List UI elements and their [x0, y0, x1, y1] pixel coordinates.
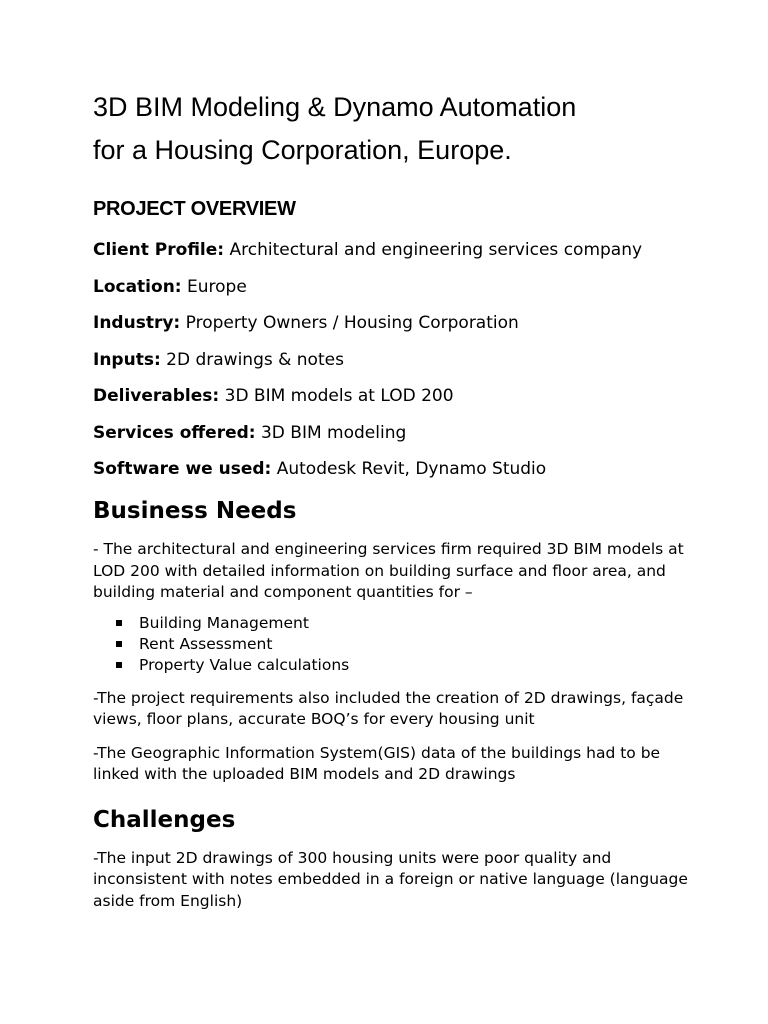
challenges-heading: Challenges	[93, 806, 236, 833]
field-label: Location:	[93, 276, 182, 297]
business-needs-list	[93, 613, 693, 676]
field-industry	[93, 311, 693, 335]
challenges-paragraph-1: -The input 2D drawings of 300 housing units were poor quality and inconsistent with notes embedded in a foreign or native language (language aside from English)	[93, 848, 688, 910]
business-needs-paragraph-2: -The project requirements also included the creation of 2D drawings, façade views, floor plans, accurate BOQ’s for every housing unit	[93, 688, 684, 728]
field-value: Autodesk Revit, Dynamo Studio	[271, 459, 547, 479]
field-inputs	[93, 348, 693, 372]
list-item-text: Building Management	[139, 613, 309, 632]
square-bullet-icon	[116, 641, 122, 647]
field-label: Industry:	[93, 313, 181, 333]
field-value: Europe	[181, 276, 247, 297]
field-software-used	[93, 457, 693, 481]
business-needs-paragraph-3: -The Geographic Information System(GIS) data of the buildings had to be linked with the uploaded BIM models and 2D drawings	[93, 743, 661, 783]
project-overview-heading: PROJECT OVERVIEW	[93, 198, 296, 220]
business-needs-heading: Business Needs	[93, 498, 297, 524]
square-bullet-icon	[116, 662, 122, 668]
document-title	[93, 86, 693, 172]
field-value: 3D BIM models at LOD 200	[219, 386, 454, 406]
document-content	[93, 86, 693, 912]
list-item	[93, 613, 693, 634]
field-value: Property Owners / Housing Corporation	[180, 313, 519, 333]
square-bullet-icon	[116, 620, 122, 626]
field-label: Inputs:	[93, 349, 161, 370]
field-value: Architectural and engineering services company	[224, 240, 643, 260]
list-item	[93, 634, 693, 655]
list-item-text: Property Value calculations	[139, 655, 350, 674]
field-label: Software we used:	[93, 459, 272, 479]
business-needs-intro: - The architectural and engineering services firm required 3D BIM models at LOD 200 with detailed information on building surface and floor area, and building material and component quantities for –	[93, 540, 684, 601]
title-line-1: 3D BIM Modeling & Dynamo Automation	[93, 92, 577, 122]
field-label: Deliverables:	[93, 386, 220, 406]
field-location	[93, 275, 693, 299]
field-deliverables	[93, 384, 693, 408]
list-item	[93, 655, 693, 676]
field-label: Client Profile:	[93, 240, 225, 260]
title-line-2: for a Housing Corporation, Europe.	[93, 135, 512, 165]
field-value: 2D drawings & notes	[160, 349, 344, 370]
list-item-text: Rent Assessment	[139, 634, 273, 653]
field-label: Services offered:	[93, 422, 256, 443]
field-client-profile	[93, 238, 693, 262]
field-services-offered	[93, 421, 693, 445]
field-value: 3D BIM modeling	[255, 422, 407, 443]
